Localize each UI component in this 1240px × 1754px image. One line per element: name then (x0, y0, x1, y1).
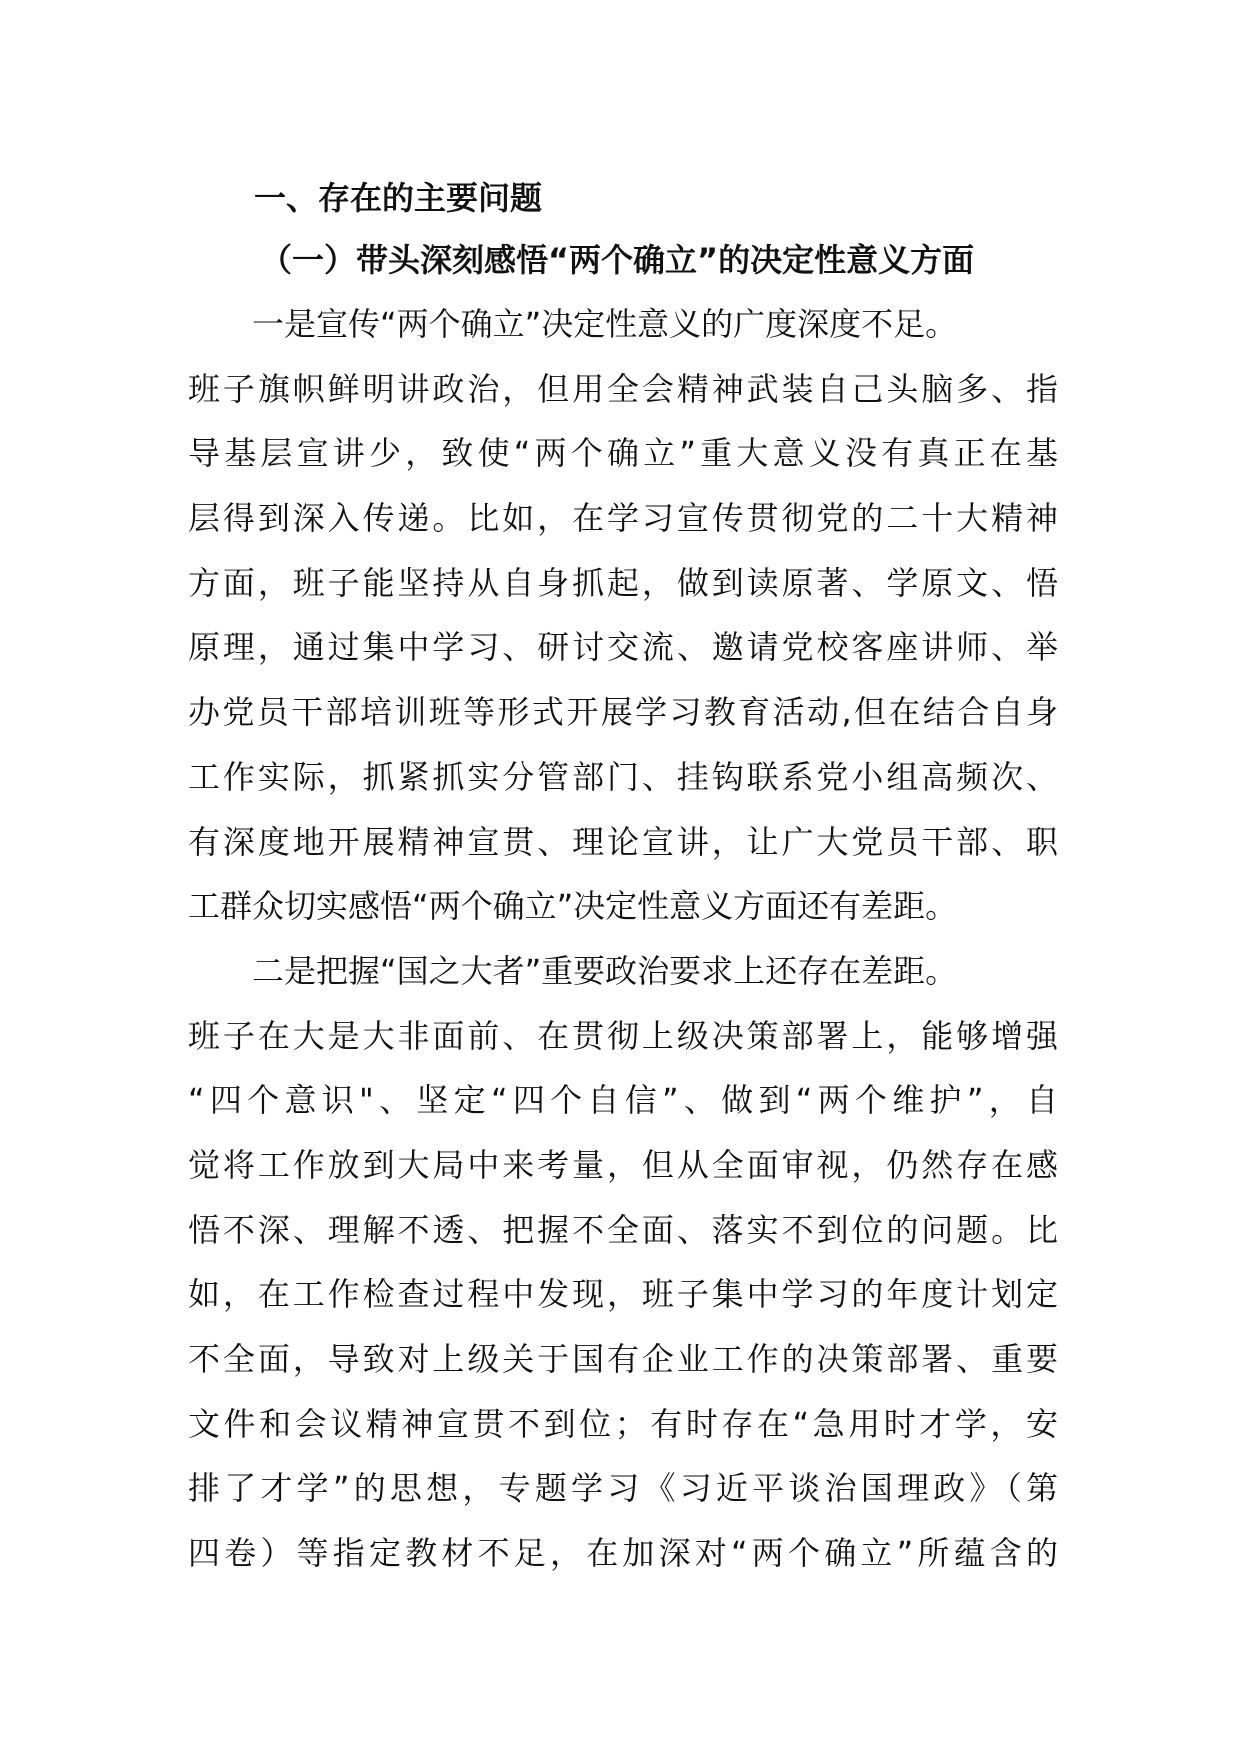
paragraph-line: 有深度地开展精神宣贯、理论宣讲，让广大党员干部、职 (188, 822, 1058, 861)
section-heading: 一、存在的主要问题 (254, 179, 543, 217)
paragraph-1 (188, 292, 1058, 939)
paragraph-line: 文件和会议精神宣贯不到位；有时存在“急用时才学，安 (188, 1404, 1058, 1443)
document-body (188, 168, 1058, 1586)
paragraph-2 (188, 939, 1058, 1586)
paragraph-line: “四个意识"、坚定“四个自信”、做到“两个维护”，自 (188, 1081, 1058, 1120)
paragraph-line: 如，在工作检查过程中发现，班子集中学习的年度计划定 (188, 1275, 1058, 1314)
paragraph-line: 工作实际，抓紧抓实分管部门、挂钩联系党小组高频次、 (188, 757, 1058, 796)
paragraph-line: 工群众切实感悟“两个确立”决定性意义方面还有差距。 (188, 887, 958, 926)
paragraph-line: 办党员干部培训班等形式开展学习教育活动,但在结合自身 (188, 693, 1058, 732)
paragraph-line: 不全面，导致对上级关于国有企业工作的决策部署、重要 (188, 1340, 1058, 1378)
paragraph-line: 导基层宣讲少，致使“两个确立”重大意义没有真正在基 (188, 434, 1058, 473)
paragraph-line: 一是宣传“两个确立”决定性意义的广度深度不足。 (252, 305, 958, 343)
paragraph-line: 悟不深、理解不透、把握不全面、落实不到位的问题。比 (188, 1210, 1058, 1249)
paragraph-line: 四卷）等指定教材不足，在加深对“两个确立”所蕴含的 (188, 1534, 1058, 1573)
paragraph-line: 原理，通过集中学习、研讨交流、邀请党校客座讲师、举 (188, 628, 1058, 667)
paragraph-line: 二是把握“国之大者”重要政治要求上还存在差距。 (252, 951, 958, 990)
paragraph-line: 方面，班子能坚持从自身抓起，做到读原著、学原文、悟 (188, 563, 1058, 602)
paragraph-line: 班子旗帜鲜明讲政治，但用全会精神武装自己头脑多、指 (188, 369, 1058, 408)
paragraph-line: 班子在大是大非面前、在贯彻上级决策部署上，能够增强 (188, 1016, 1058, 1055)
subsection-heading: （一）带头深刻感悟“两个确立”的决定性意义方面 (260, 241, 975, 279)
paragraph-line: 层得到深入传递。比如，在学习宣传贯彻党的二十大精神 (188, 499, 1058, 538)
paragraph-line: 觉将工作放到大局中来考量，但从全面审视，仍然存在感 (188, 1145, 1058, 1184)
paragraph-line: 排了才学”的思想，专题学习《习近平谈治国理政》（第 (188, 1469, 1058, 1508)
